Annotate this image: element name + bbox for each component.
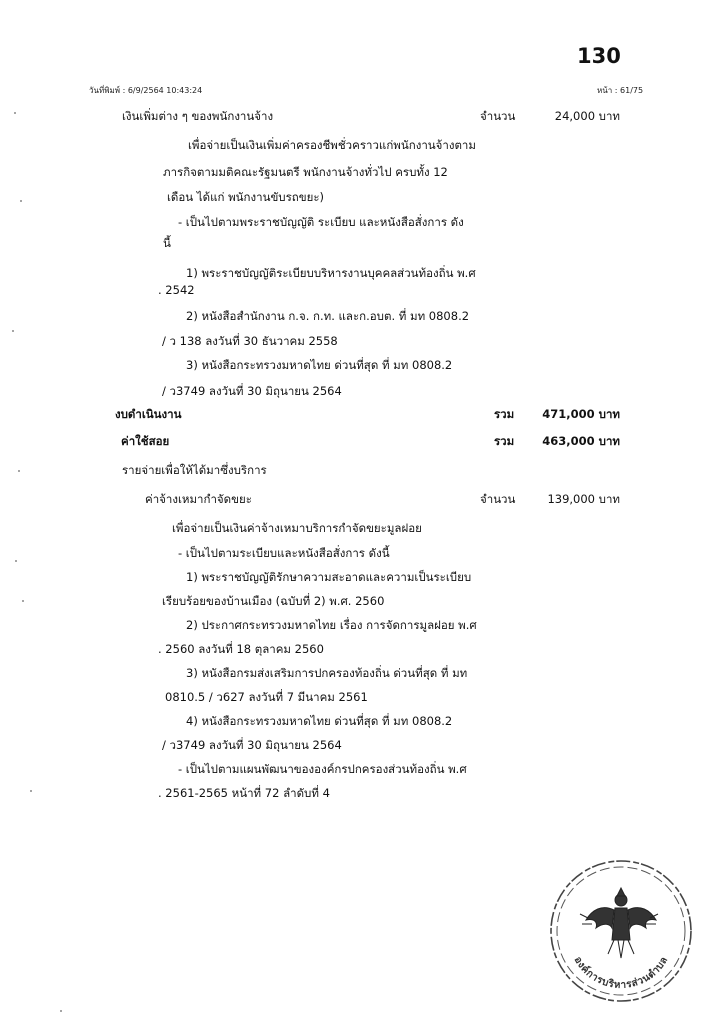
section1-line: ภารกิจตามมติคณะรัฐมนตรี พนักงานจ้างทั่วไป ครบทั้ง 12 bbox=[163, 165, 448, 179]
expenses-title: ค่าใช้สอย bbox=[121, 434, 170, 448]
section1-line: 2) หนังสือสำนักงาน ก.จ. ก.ท. และก.อบต. ที่ มท 0808.2 bbox=[186, 309, 470, 323]
expenses-amount: 463,000 บาท bbox=[542, 434, 620, 448]
scan-speck bbox=[15, 560, 17, 562]
scan-speck bbox=[30, 790, 32, 792]
section1-line: นี้ bbox=[163, 236, 171, 250]
section2-line: 3) หนังสือกรมส่งเสริมการปกครองท้องถิ่น ด่วนที่สุด ที่ มท bbox=[186, 666, 468, 680]
expenses-total-label: รวม bbox=[494, 434, 515, 448]
budget-ops-amount: 471,000 บาท bbox=[542, 407, 620, 421]
section1-amount-label: จำนวน bbox=[480, 109, 516, 123]
section1-amount: 24,000 บาท bbox=[554, 109, 620, 123]
budget-ops-title: งบดำเนินงาน bbox=[115, 407, 182, 421]
section2-line: - เป็นไปตามแผนพัฒนาขององค์กรปกครองส่วนท้องถิ่น พ.ศ bbox=[178, 762, 467, 776]
stamp-text: องค์การบริหารส่วนตำบล bbox=[571, 954, 671, 991]
scan-speck bbox=[60, 1010, 62, 1012]
section1-line: - เป็นไปตามพระราชบัญญัติ ระเบียบ และหนังสือสั่งการ ดัง bbox=[178, 215, 464, 229]
section2-line: . 2560 ลงวันที่ 18 ตุลาคม 2560 bbox=[158, 642, 324, 656]
section1-line: 1) พระราชบัญญัติระเบียบบริหารงานบุคคลส่วนท้องถิ่น พ.ศ bbox=[186, 266, 476, 280]
section1-title: เงินเพิ่มต่าง ๆ ของพนักงานจ้าง bbox=[122, 109, 274, 123]
section2-line: 0810.5 / ว627 ลงวันที่ 7 มีนาคม 2561 bbox=[165, 690, 368, 704]
scan-speck bbox=[20, 200, 22, 202]
scan-speck bbox=[18, 470, 20, 472]
print-date: วันที่พิมพ์ : 6/9/2564 10:43:24 bbox=[89, 86, 203, 95]
scan-speck bbox=[22, 600, 24, 602]
section2-amount-label: จำนวน bbox=[480, 492, 516, 506]
section2-line: 1) พระราชบัญญัติรักษาความสะอาดและความเป็นระเบียบ bbox=[186, 570, 472, 584]
scan-speck bbox=[14, 112, 16, 114]
section2-line: เพื่อจ่ายเป็นเงินค่าจ้างเหมาบริการกำจัดขยะมูลฝอย bbox=[172, 521, 422, 535]
section1-line: / ว3749 ลงวันที่ 30 มิถุนายน 2564 bbox=[162, 384, 342, 398]
section1-line: / ว 138 ลงวันที่ 30 ธันวาคม 2558 bbox=[162, 334, 338, 348]
section2-title: ค่าจ้างเหมากำจัดขยะ bbox=[145, 492, 252, 506]
section1-line: 3) หนังสือกระทรวงมหาดไทย ด่วนที่สุด ที่ มท 0808.2 bbox=[186, 358, 453, 372]
section2-line: เรียบร้อยของบ้านเมือง (ฉบับที่ 2) พ.ศ. 2560 bbox=[162, 594, 385, 608]
page-count: หน้า : 61/75 bbox=[597, 86, 644, 95]
section2-line: - เป็นไปตามระเบียบและหนังสือสั่งการ ดังนี้ bbox=[178, 546, 390, 560]
section2-line: / ว3749 ลงวันที่ 30 มิถุนายน 2564 bbox=[162, 738, 342, 752]
svg-text:องค์การบริหารส่วนตำบล bbox=[572, 955, 671, 991]
section1-line: . 2542 bbox=[158, 283, 195, 297]
garuda-seal-stamp bbox=[548, 858, 694, 1004]
section2-line: 4) หนังสือกระทรวงมหาดไทย ด่วนที่สุด ที่ มท 0808.2 bbox=[186, 714, 453, 728]
section2-amount: 139,000 บาท bbox=[547, 492, 620, 506]
services-heading: รายจ่ายเพื่อให้ได้มาซึ่งบริการ bbox=[122, 463, 267, 477]
section1-line: เดือน ได้แก่ พนักงานขับรถขยะ) bbox=[167, 190, 325, 204]
page-number: 130 bbox=[577, 44, 621, 68]
scan-speck bbox=[12, 330, 14, 332]
section1-line: เพื่อจ่ายเป็นเงินเพิ่มค่าครองชีพชั่วคราวแก่พนักงานจ้างตาม bbox=[188, 138, 476, 152]
section2-line: 2) ประกาศกระทรวงมหาดไทย เรื่อง การจัดการมูลฝอย พ.ศ bbox=[186, 618, 477, 632]
garuda-emblem-icon bbox=[580, 888, 658, 958]
budget-ops-total-label: รวม bbox=[494, 407, 515, 421]
section2-line: . 2561-2565 หน้าที่ 72 ลำดับที่ 4 bbox=[158, 786, 330, 800]
